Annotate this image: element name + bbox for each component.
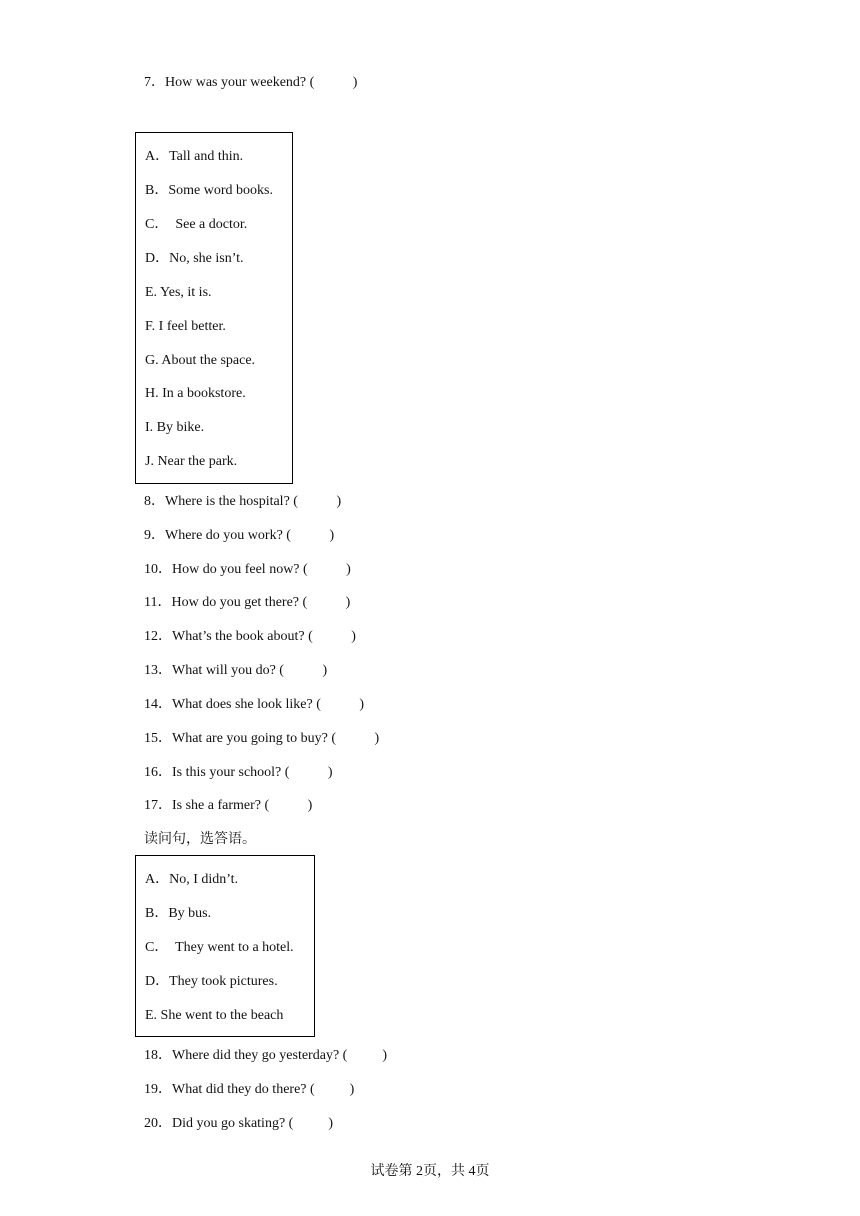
option-c: C． They went to a hotel. bbox=[145, 940, 294, 955]
option-d: D．They took pictures. bbox=[145, 974, 278, 989]
question-17: 17．Is she a farmer? ( ) bbox=[144, 798, 313, 813]
option-b: B．By bus. bbox=[145, 906, 212, 921]
question-10: 10．How do you feel now? ( ) bbox=[144, 562, 351, 577]
option-a: A．No, I didn’t. bbox=[145, 872, 239, 887]
question-9: 9．Where do you work? ( ) bbox=[144, 528, 335, 543]
option-a: A．Tall and thin. bbox=[145, 149, 244, 164]
question-19: 19．What did they do there? ( ) bbox=[144, 1082, 355, 1097]
question-7: 7．How was your weekend? ( ) bbox=[144, 75, 358, 90]
question-16: 16．Is this your school? ( ) bbox=[144, 765, 333, 780]
option-i: I. By bike. bbox=[145, 420, 205, 435]
option-e: E. She went to the beach bbox=[145, 1008, 284, 1023]
question-18: 18．Where did they go yesterday? ( ) bbox=[144, 1048, 387, 1063]
options-box-1 bbox=[135, 132, 293, 484]
option-e: E. Yes, it is. bbox=[145, 285, 212, 300]
question-8: 8．Where is the hospital? ( ) bbox=[144, 494, 342, 509]
question-14: 14．What does she look like? ( ) bbox=[144, 697, 365, 712]
option-h: H. In a bookstore. bbox=[145, 386, 246, 401]
question-12: 12．What’s the book about? ( ) bbox=[144, 629, 356, 644]
page-footer: 试卷第 2页，共 4页 bbox=[370, 1164, 490, 1179]
option-b: B．Some word books. bbox=[145, 183, 273, 198]
question-11: 11．How do you get there? ( ) bbox=[144, 595, 351, 610]
option-d: D．No, she isn’t. bbox=[145, 251, 244, 266]
option-j: J. Near the park. bbox=[145, 454, 238, 469]
question-20: 20．Did you go skating? ( ) bbox=[144, 1116, 333, 1131]
section-instruction: 读问句，选答语。 bbox=[144, 831, 256, 847]
option-c: C． See a doctor. bbox=[145, 217, 248, 232]
question-13: 13．What will you do? ( ) bbox=[144, 663, 328, 678]
option-g: G. About the space. bbox=[145, 353, 256, 368]
options-box-2 bbox=[135, 855, 315, 1037]
question-15: 15．What are you going to buy? ( ) bbox=[144, 731, 380, 746]
option-f: F. I feel better. bbox=[145, 319, 226, 334]
